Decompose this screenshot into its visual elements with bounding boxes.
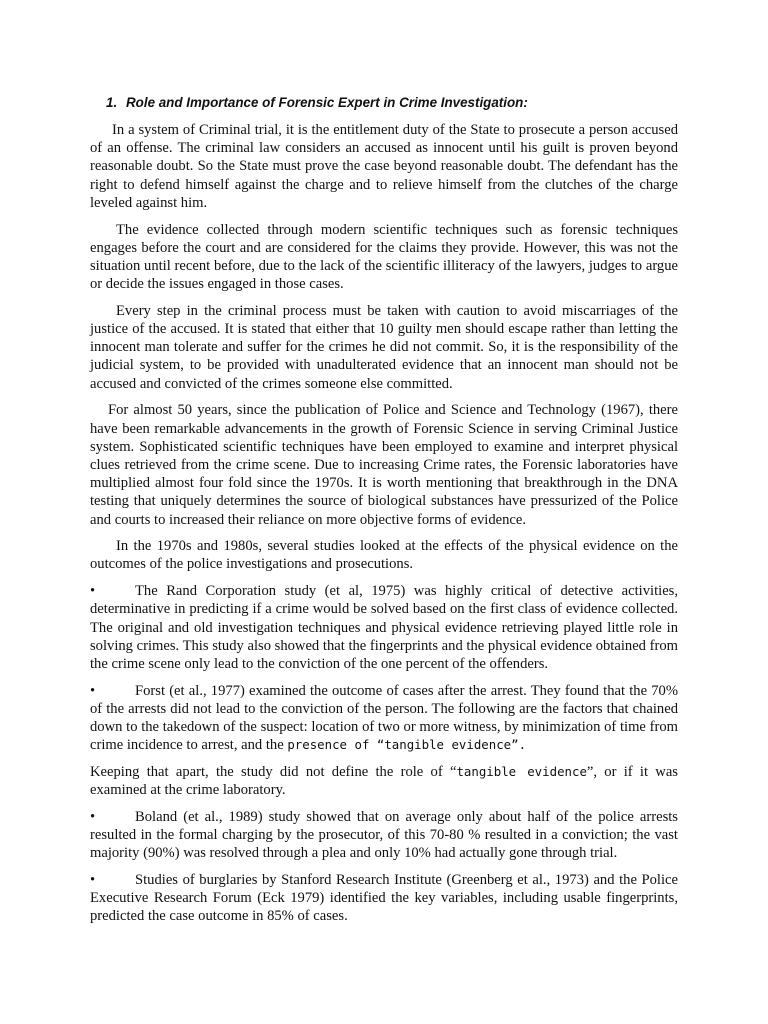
paragraph-criminal-process: Every step in the criminal process must be taken with caution to avoid miscarriages of the justice of the accused. It is stated that either that 10 guilty men should escape rather than letting the innocent man tolerate and suffer for the crimes he did not commit. So, it is the responsibility of the judicial system, to be provided with unadulterated evidence that an innocent man should not be accused and convicted of the crimes someone else committed. xyxy=(90,302,678,392)
bullet-rand-study xyxy=(90,582,678,673)
bullet-text: The Rand Corporation study (et al, 1975) was highly critical of detective activities, determinative in predicting if a crime would be solved based on the first class of evidence collected. The original and old investigation techniques and physical evidence retrieving played little role in solving crimes. This study also showed that the fingerprints and the physical evidence obtained from the crime scene only lead to the conviction of the one percent of the offenders. xyxy=(90,583,678,672)
keeping-text-after: ”, or if it was examined at the crime laboratory. xyxy=(90,764,678,799)
section-title: Role and Importance of Forensic Expert in Crime Investigation: xyxy=(126,95,528,110)
bullet-boland-study xyxy=(90,808,678,863)
bullet-text: Studies of burglaries by Stanford Research Institute (Greenberg et al., 1973) and the Police Executive Research Forum (Eck 1979) identified the key variables, including usable fingerprints, predicted the case outcome in 85% of cases. xyxy=(90,872,678,925)
paragraph-criminal-trial: In a system of Criminal trial, it is the entitlement duty of the State to prosecute a person accused of an offense. The criminal law considers an accused as innocent until his guilt is proven beyond reasonable doubt. So the State must prove the case beyond reasonable doubt. The defendant has the right to defend himself against the charge and to relieve himself from the clutches of the charge leveled against him. xyxy=(90,122,678,211)
paragraph-keeping-apart xyxy=(90,763,678,799)
keeping-text-mono: tangible evidence xyxy=(456,764,587,779)
bullet-burglaries-study xyxy=(90,871,678,926)
keeping-text-before: Keeping that apart, the study did not define the role of “ xyxy=(90,764,457,780)
bullet-marker: • xyxy=(90,682,96,699)
bullet-marker: • xyxy=(90,872,96,889)
document-body xyxy=(90,94,678,934)
paragraph-fifty-years: For almost 50 years, since the publication of Police and Science and Technology (1967), there have been remarkable advancements in the growth of Forensic Science in serving Criminal Justice system. Sophisticated scientific techniques have been employed to examine and interpret physical clues retrieved from the crime scene. Due to increasing Crime rates, the Forensic laboratories have multiplied almost four fold since the 1970s. It is worth mentioning that breakthrough in the DNA testing that uniquely determines the source of biological substances have pressurized of the Police and courts to increased their reliance on more objective forms of evidence. xyxy=(90,402,678,528)
section-heading xyxy=(90,94,678,112)
bullet-marker: • xyxy=(90,583,96,600)
bullet-text: Forst (et al., 1977) examined the outcome of cases after the arrest. They found that the 70% of the arrests did not lead to the conviction of the person. The following are the factors that chained down to the takedown of the suspect: location of two or more witness, by minimization of time from crime incidence to arrest, and the xyxy=(90,682,678,754)
paragraph-evidence-collected: The evidence collected through modern scientific techniques such as forensic techniques engages before the court and are considered for the claims they provide. However, this was not the situation until recent before, due to the lack of the scientific illiteracy of the lawyers, judges to argue or decide the issues engaged in those cases. xyxy=(90,221,678,293)
paragraph-studies-intro: In the 1970s and 1980s, several studies looked at the effects of the physical evidence on the outcomes of the police investigations and prosecutions. xyxy=(90,538,678,573)
bullet-text-mono: presence of “tangible evidence”. xyxy=(287,737,527,753)
section-number: 1. xyxy=(106,95,118,110)
bullet-text: Boland (et al., 1989) study showed that on average only about half of the police arrests resulted in the formal charging by the prosecutor, of this 70-80 % resulted in a conviction; the vast majority (90%) was resolved through a plea and only 10% had actually gone through trial. xyxy=(90,808,678,862)
bullet-marker: • xyxy=(90,808,96,825)
bullet-forst-study xyxy=(90,682,678,755)
